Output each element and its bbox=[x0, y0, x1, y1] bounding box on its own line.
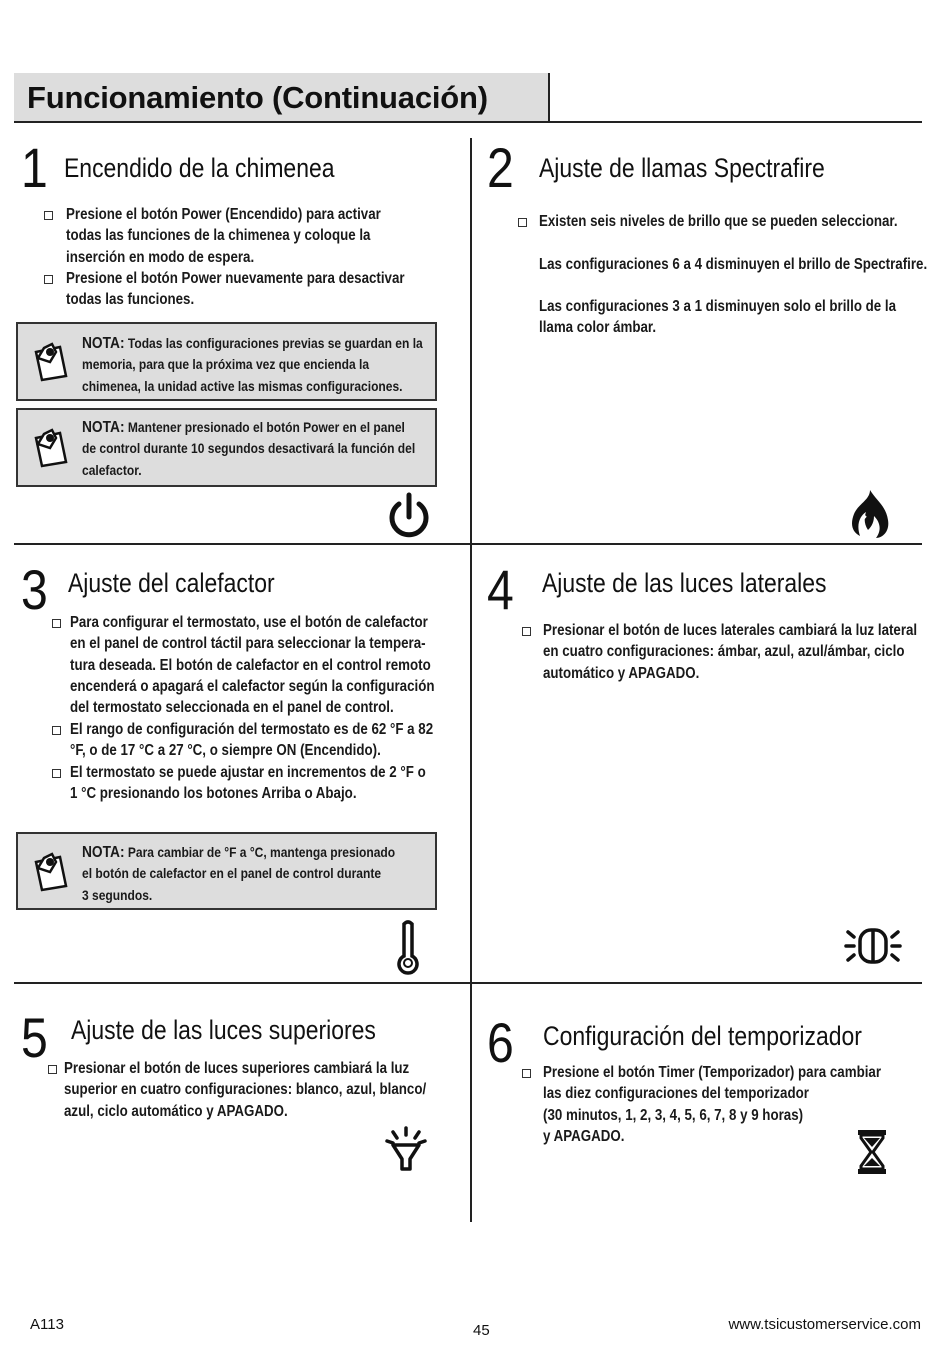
note-box-2: NOTA: Mantener presionado el botón Power en el panel de control durante 10 segundos desactivará la función del calefactor. bbox=[16, 408, 437, 487]
thermometer-icon bbox=[395, 920, 421, 976]
section-5-title: Ajuste de las luces superiores bbox=[71, 1015, 376, 1045]
bullet-icon bbox=[44, 275, 53, 284]
bullet-icon bbox=[48, 1065, 57, 1074]
pin-note-icon bbox=[30, 848, 74, 892]
bullet-icon bbox=[44, 211, 53, 220]
section-3-number: 3 bbox=[21, 558, 48, 621]
grid-divider-h2 bbox=[14, 982, 922, 984]
section-6-title: Configuración del temporizador bbox=[543, 1021, 862, 1051]
section-4-title: Ajuste de las luces laterales bbox=[542, 568, 827, 598]
bullet-icon bbox=[52, 619, 61, 628]
section-1-title: Encendido de la chimenea bbox=[64, 153, 335, 183]
section-1-bullet-2: Presione el botón Power nuevamente para desactivar todas las funciones. bbox=[66, 268, 446, 311]
pin-note-icon bbox=[30, 424, 74, 468]
section-4-number: 4 bbox=[487, 558, 514, 621]
section-1-number: 1 bbox=[21, 136, 48, 199]
section-6-bullet-1: Presione el botón Timer (Temporizador) para cambiar las diez configuraciones del temporizador (30 minutos, 1, 2, 3, 4, 5, 6, 7, 8 y 9 horas) y APAGADO. bbox=[543, 1062, 938, 1147]
grid-divider-h1 bbox=[14, 543, 922, 545]
section-2-paragraph-1: Las configuraciones 6 a 4 disminuyen el brillo de Spectrafire. bbox=[539, 256, 928, 273]
bullet-icon bbox=[522, 1069, 531, 1078]
document-code: A113 bbox=[30, 1316, 64, 1333]
bullet-icon bbox=[52, 726, 61, 735]
pin-note-icon bbox=[30, 338, 74, 382]
section-2-title: Ajuste de llamas Spectrafire bbox=[539, 153, 825, 183]
note-box-1: NOTA: Todas las configuraciones previas se guardan en la memoria, para que la próxima vez que encienda la chimenea, la unidad active las mismas configuraciones. bbox=[16, 322, 437, 401]
grid-divider-v3 bbox=[470, 984, 472, 1222]
page-number: 45 bbox=[473, 1322, 490, 1339]
section-5-bullet-1: Presionar el botón de luces superiores cambiará la luz superior en cuatro configuraciones: blanco, azul, blanco/ azul, ciclo automático y APAGADO. bbox=[64, 1058, 454, 1122]
side-lights-icon bbox=[842, 920, 904, 972]
section-6-number: 6 bbox=[487, 1011, 514, 1074]
bullet-icon bbox=[518, 218, 527, 227]
page-title: Funcionamiento (Continuación) bbox=[27, 80, 488, 115]
bullet-icon bbox=[52, 769, 61, 778]
grid-divider-v1 bbox=[470, 138, 472, 544]
header-rule bbox=[14, 121, 922, 123]
grid-divider-v2 bbox=[470, 545, 472, 983]
section-3-title: Ajuste del calefactor bbox=[68, 568, 275, 598]
website-link[interactable]: www.tsicustomerservice.com bbox=[728, 1316, 921, 1333]
power-icon bbox=[386, 492, 432, 540]
section-3-bullet-2: El rango de configuración del termostato es de 62 °F a 82 °F, o de 17 °C a 27 °C, o siempre ON (Encendido). bbox=[70, 719, 460, 762]
section-4-bullet-1: Presionar el botón de luces laterales cambiará la luz lateral en cuatro configuraciones: ámbar, azul, azul/ámbar, ciclo automático y APAGADO. bbox=[543, 620, 938, 684]
top-light-icon bbox=[384, 1125, 428, 1175]
note-box-3: NOTA: Para cambiar de °F a °C, mantenga presionado el botón de calefactor en el panel de control durante 3 segundos. bbox=[16, 832, 437, 910]
section-5-number: 5 bbox=[21, 1006, 48, 1069]
bullet-icon bbox=[522, 627, 531, 636]
section-2-number: 2 bbox=[487, 136, 514, 199]
flame-icon bbox=[850, 488, 892, 540]
section-2-bullet-1: Existen seis niveles de brillo que se pueden seleccionar. bbox=[539, 211, 939, 232]
section-2-paragraph-2: Las configuraciones 3 a 1 disminuyen solo el brillo de la llama color ámbar. bbox=[539, 298, 897, 337]
section-3-bullet-3: El termostato se puede ajustar en incrementos de 2 °F o 1 °C presionando los botones Arriba o Abajo. bbox=[70, 762, 460, 805]
section-3-bullet-1: Para configurar el termostato, use el botón de calefactor en el panel de control táctil para seleccionar la tempera- tura deseada. El botón de calefactor en el control remoto encenderá o apagará el calefactor según la configuración del termostato seleccionada en el panel de control. bbox=[70, 612, 460, 718]
hourglass-icon bbox=[855, 1128, 889, 1176]
section-1-bullet-1: Presione el botón Power (Encendido) para activar todas las funciones de la chimenea y coloque la inserción en modo de espera. bbox=[66, 204, 446, 268]
